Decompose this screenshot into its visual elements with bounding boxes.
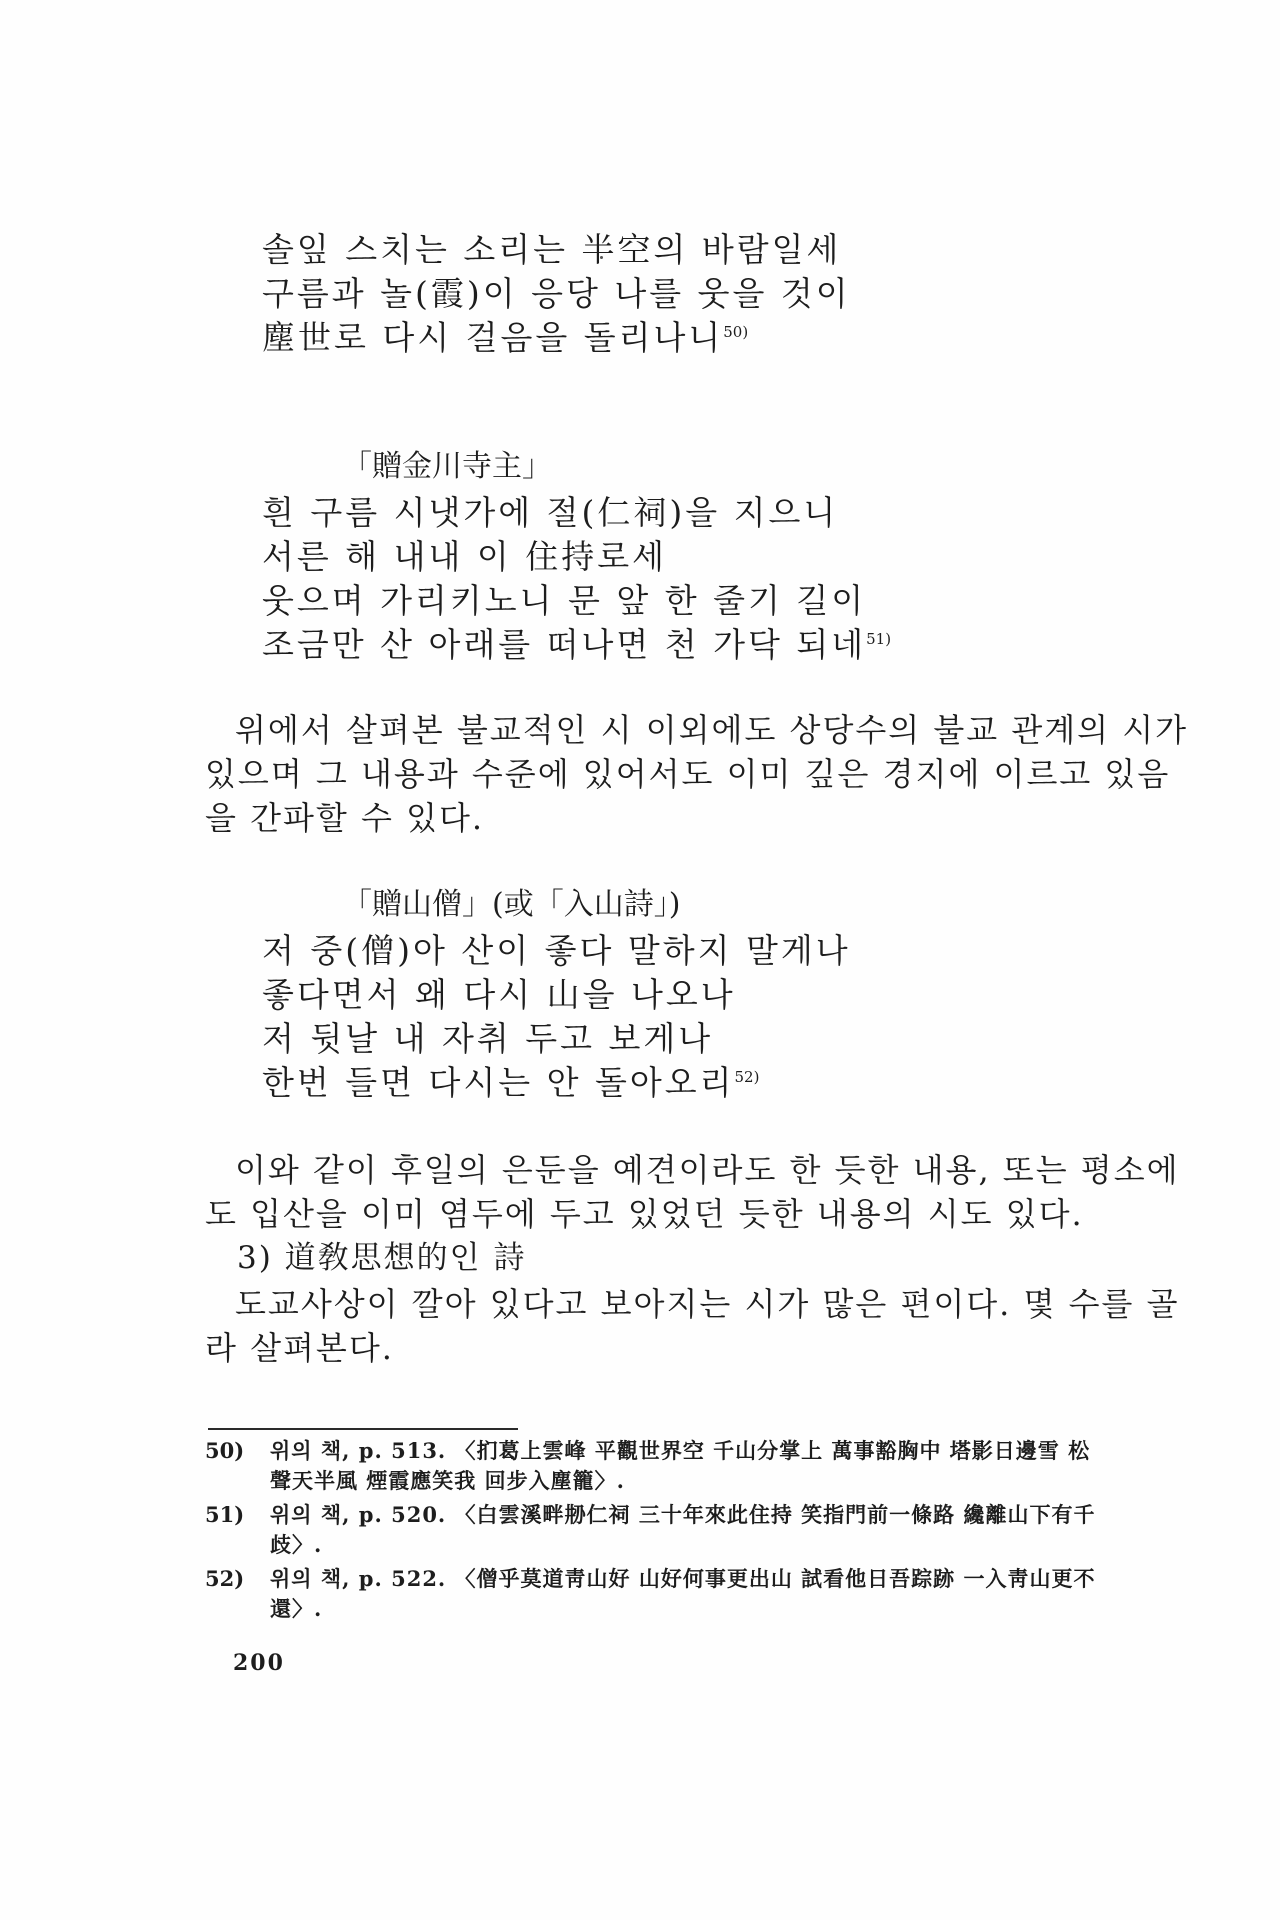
poem-2-title: 「贈金川寺主」 — [342, 449, 552, 484]
poem-3-line-4-text: 한번 들면 다시는 안 돌아오리 — [262, 1063, 735, 1102]
footnote-50 — [205, 1436, 1105, 1496]
poem-2 — [262, 447, 1162, 667]
footnote-ref-50: 50) — [723, 323, 749, 341]
footnotes — [205, 1436, 1105, 1628]
footnote-text: 위의 책, p. 522. 〈僧乎莫道靑山好 山好何事更出山 試看他日吾踪跡 一入靑山更不還〉. — [270, 1566, 1096, 1621]
paragraph-1 — [205, 708, 1189, 840]
footnote-51 — [205, 1500, 1105, 1560]
section-heading: 3) 道敎思想的인 詩 — [237, 1240, 527, 1276]
paragraph-3-line-1 — [205, 1282, 1180, 1326]
footnote-number: 52) — [205, 1566, 245, 1591]
paragraph-2-line-2: 도 입산을 이미 염두에 두고 있었던 듯한 내용의 시도 있다. — [205, 1195, 1084, 1233]
poem-1 — [262, 228, 1162, 360]
poem-3-line-2: 좋다면서 왜 다시 山을 나오나 — [262, 975, 736, 1014]
poem-2-line-4-text: 조금만 산 아래를 떠나면 천 가닥 되네 — [262, 625, 867, 664]
paragraph-2-line-1 — [205, 1148, 1180, 1192]
footnote-text: 위의 책, p. 513. 〈扪葛上雲峰 平觀世界空 千山分掌上 萬事豁胸中 塔影日邊雪 松聲天半風 煙霞應笑我 回步入塵籠〉. — [270, 1438, 1091, 1493]
footnote-number: 50) — [205, 1438, 245, 1463]
poem-3-line-4 — [262, 1061, 1162, 1105]
paragraph-1-line-1-text: 위에서 살펴본 불교적인 시 이외에도 상당수의 불교 관계의 시가 — [235, 711, 1189, 749]
poem-3 — [262, 885, 1162, 1105]
poem-1-line-3 — [262, 316, 1162, 360]
poem-3-line-3: 저 뒷날 내 자취 두고 보게나 — [262, 1019, 714, 1058]
poem-2-line-4 — [262, 623, 1162, 667]
poem-2-line-2: 서른 해 내내 이 住持로세 — [262, 537, 667, 576]
poem-3-title: 「贈山僧」(或「入山詩」) — [342, 887, 681, 922]
footnote-number: 51) — [205, 1502, 245, 1527]
poem-2-line-3: 웃으며 가리키노니 문 앞 한 줄기 길이 — [262, 581, 867, 620]
paragraph-3 — [205, 1282, 1180, 1370]
paragraph-1-line-3: 을 간파할 수 있다. — [205, 799, 485, 837]
paragraph-3-line-2: 라 살펴본다. — [205, 1329, 394, 1367]
paragraph-2-line-1-text: 이와 같이 후일의 은둔을 예견이라도 한 듯한 내용, 또는 평소에 — [235, 1151, 1180, 1189]
poem-1-line-3-text: 塵世로 다시 걸음을 돌리나니 — [262, 318, 724, 357]
footnote-ref-52: 52) — [734, 1068, 760, 1086]
footnote-text: 위의 책, p. 520. 〈白雲溪畔刱仁祠 三十年來此住持 笑指門前一條路 纔離山下有千歧〉. — [270, 1502, 1096, 1557]
paragraph-2 — [205, 1148, 1180, 1236]
footnote-52 — [205, 1564, 1105, 1624]
poem-3-line-1: 저 중(僧)아 산이 좋다 말하지 말게나 — [262, 931, 851, 970]
page-number: 200 — [233, 1650, 285, 1676]
footnote-ref-51: 51) — [866, 630, 892, 648]
footnote-divider — [208, 1428, 518, 1430]
paragraph-1-line-2: 있으며 그 내용과 수준에 있어서도 이미 깊은 경지에 이르고 있음 — [205, 755, 1171, 793]
paragraph-1-line-1 — [205, 708, 1189, 752]
poem-1-line-1: 솔잎 스치는 소리는 半空의 바람일세 — [262, 230, 842, 269]
poem-1-line-2: 구름과 놀(霞)이 응당 나를 웃을 것이 — [262, 274, 851, 313]
poem-2-line-1: 흰 구름 시냇가에 절(仁祠)을 지으니 — [262, 493, 839, 532]
paragraph-3-line-1-text: 도교사상이 깔아 있다고 보아지는 시가 많은 편이다. 몇 수를 골 — [235, 1285, 1180, 1323]
